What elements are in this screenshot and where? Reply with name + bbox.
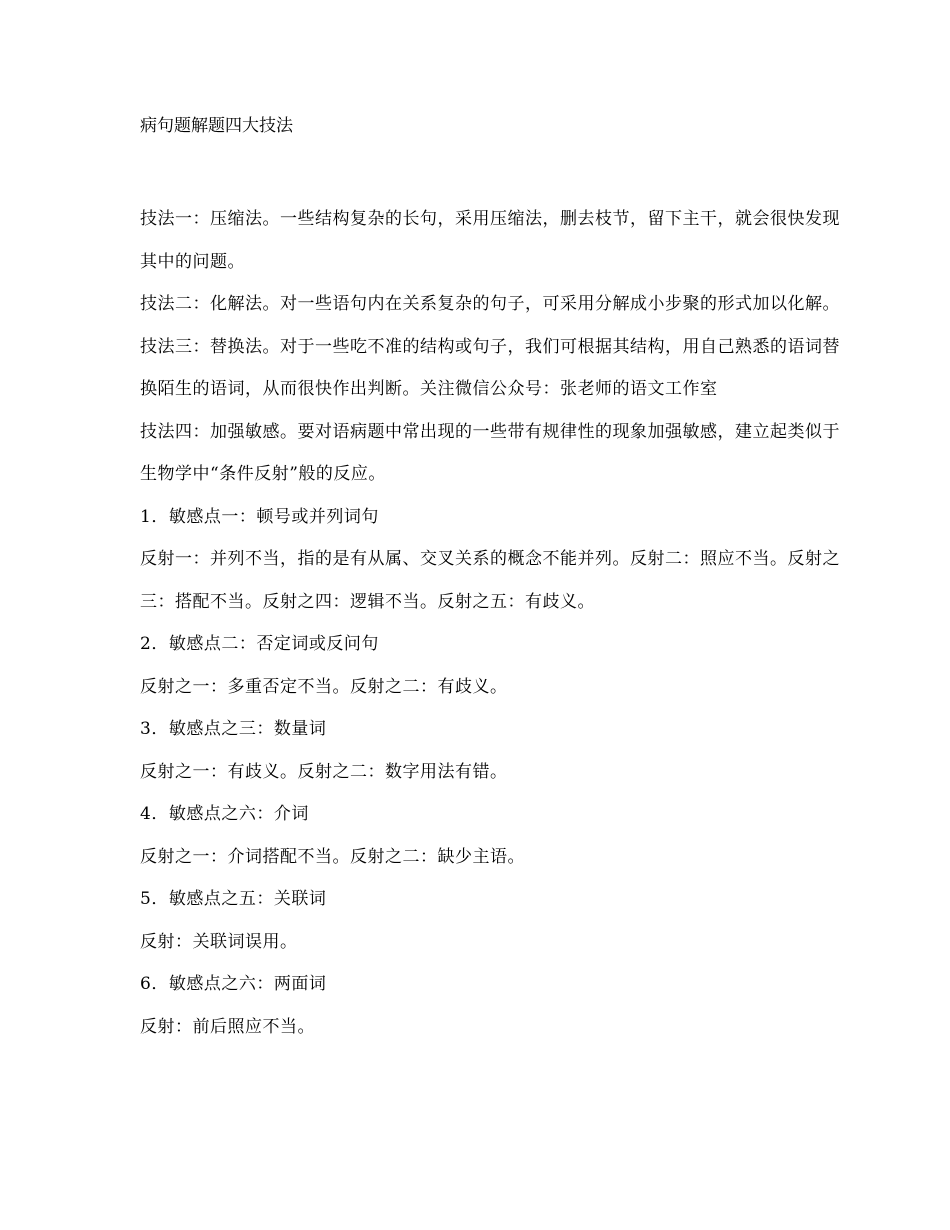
- paragraph-technique-4: 技法四：加强敏感。要对语病题中常出现的一些带有规律性的现象加强敏感，建立起类似于生物学中“条件反射”般的反应。: [140, 421, 840, 484]
- sensitive-point-1-reflexes: 反射一：并列不当，指的是有从属、交叉关系的概念不能并列。反射二：照应不当。反射之三：搭配不当。反射之四：逻辑不当。反射之五：有歧义。: [140, 549, 840, 612]
- sensitive-point-2-heading: 2．敏感点二：否定词或反问句: [140, 634, 379, 654]
- document-title: 病句题解题四大技法: [140, 116, 293, 136]
- sensitive-point-2-reflexes: 反射之一：多重否定不当。反射之二：有歧义。: [140, 676, 508, 697]
- sensitive-point-6-reflexes: 反射：前后照应不当。: [140, 1016, 315, 1037]
- paragraph-technique-1: 技法一：压缩法。一些结构复杂的长句，采用压缩法，删去枝节，留下主干，就会很快发现其中的问题。: [140, 209, 840, 272]
- sensitive-point-6-heading: 6．敏感点之六：两面词: [140, 974, 327, 994]
- sensitive-point-3-heading: 3．敏感点之三：数量词: [140, 719, 327, 739]
- sensitive-point-3-reflexes: 反射之一：有歧义。反射之二：数字用法有错。: [140, 761, 508, 782]
- sensitive-point-5-heading: 5．敏感点之五：关联词: [140, 889, 327, 909]
- paragraph-technique-2: 技法二：化解法。对一些语句内在关系复杂的句子，可采用分解成小步聚的形式加以化解。: [140, 294, 840, 314]
- sensitive-point-1-heading: 1．敏感点一：顿号或并列词句: [140, 506, 379, 527]
- sensitive-point-5-reflexes: 反射：关联词误用。: [140, 931, 298, 952]
- paragraph-technique-3: 技法三：替换法。对于一些吃不准的结构或句子，我们可根据其结构，用自己熟悉的语词替换陌生的语词，从而很快作出判断。关注微信公众号：张老师的语文工作室: [140, 336, 840, 399]
- sensitive-point-4-reflexes: 反射之一：介词搭配不当。反射之二：缺少主语。: [140, 846, 525, 867]
- sensitive-point-4-heading: 4．敏感点之六：介词: [140, 804, 309, 824]
- document-body: [140, 112, 840, 1048]
